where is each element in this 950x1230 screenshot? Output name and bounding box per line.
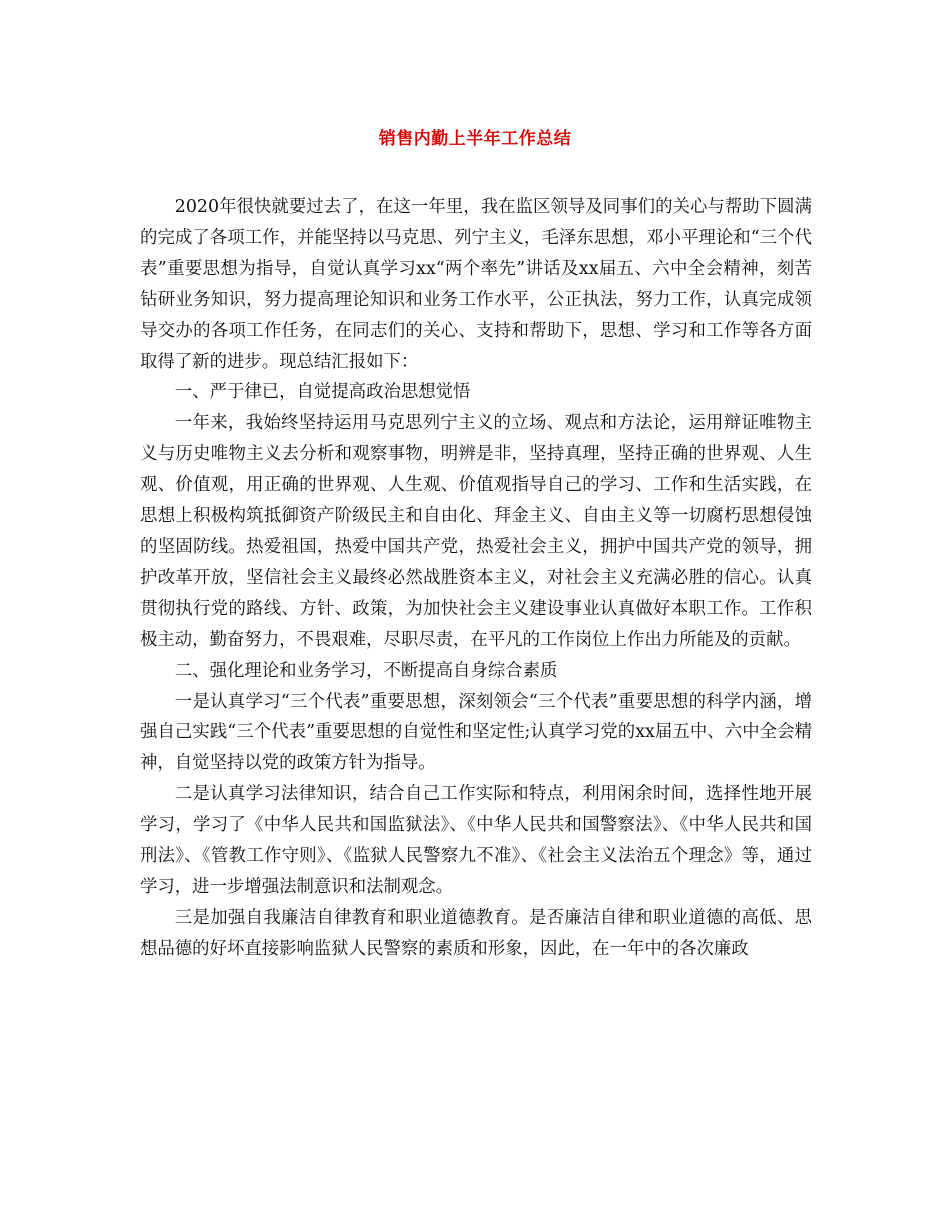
paragraph-point-2: 二是认真学习法律知识，结合自己工作实际和特点，利用闲余时间，选择性地开展学习，学习了《中华人民共和国监狱法》、《中华人民共和国警察法》、《中华人民共和国刑法》、《管教工作守则》、《监狱人民警察九不准》、《社会主义法治五个理念》等，通过学习，进一步增强法制意识和法制观念。 (140, 784, 812, 897)
section-heading-2: 二、强化理论和业务学习，不断提高自身综合素质 (174, 660, 558, 681)
paragraph-section-1: 一年来，我始终坚持运用马克思列宁主义的立场、观点和方法论，运用辩证唯物主义与历史唯物主义去分析和观察事物，明辨是非，坚持真理，坚持正确的世界观、人生观、价值观，用正确的世界观、人生观、价值观指导自己的学习、工作和生活实践，在思想上积极构筑抵御资产阶级民主和自由化、拜金主义、自由主义等一切腐朽思想侵蚀的坚固防线。热爱祖国，热爱中国共产党，热爱社会主义，拥护中国共产党的领导，拥护改革开放，坚信社会主义最终必然战胜资本主义，对社会主义充满必胜的信心。认真贯彻执行党的路线、方针、政策，为加快社会主义建设事业认真做好本职工作。工作积极主动，勤奋努力，不畏艰难，尽职尽责，在平凡的工作岗位上作出力所能及的贡献。 (140, 413, 812, 650)
paragraph-point-3: 三是加强自我廉洁自律教育和职业道德教育。是否廉洁自律和职业道德的高低、思想品德的好坏直接影响监狱人民警察的素质和形象，因此，在一年中的各次廉政 (140, 907, 812, 959)
document-body (140, 192, 812, 965)
document-title: 销售内勤上半年工作总结 (378, 129, 572, 149)
paragraph-point-1: 一是认真学习“三个代表”重要思想，深刻领会“三个代表”重要思想的科学内涵，增强自己实践“三个代表”重要思想的自觉性和坚定性;认真学习党的xx届五中、六中全会精神，自觉坚持以党的政策方针为指导。 (140, 691, 812, 774)
section-heading-1: 一、严于律已，自觉提高政治思想觉悟 (174, 382, 471, 403)
paragraph-intro: 2020年很快就要过去了，在这一年里，我在监区领导及同事们的关心与帮助下圆满的完成了各项工作，并能坚持以马克思、列宁主义，毛泽东思想，邓小平理论和“三个代表”重要思想为指导，自觉认真学习xx“两个率先”讲话及xx届五、六中全会精神，刻苦钻研业务知识，努力提高理论知识和业务工作水平，公正执法，努力工作，认真完成领导交办的各项工作任务，在同志们的关心、支持和帮助下，思想、学习和工作等各方面取得了新的进步。现总结汇报如下： (140, 197, 812, 372)
